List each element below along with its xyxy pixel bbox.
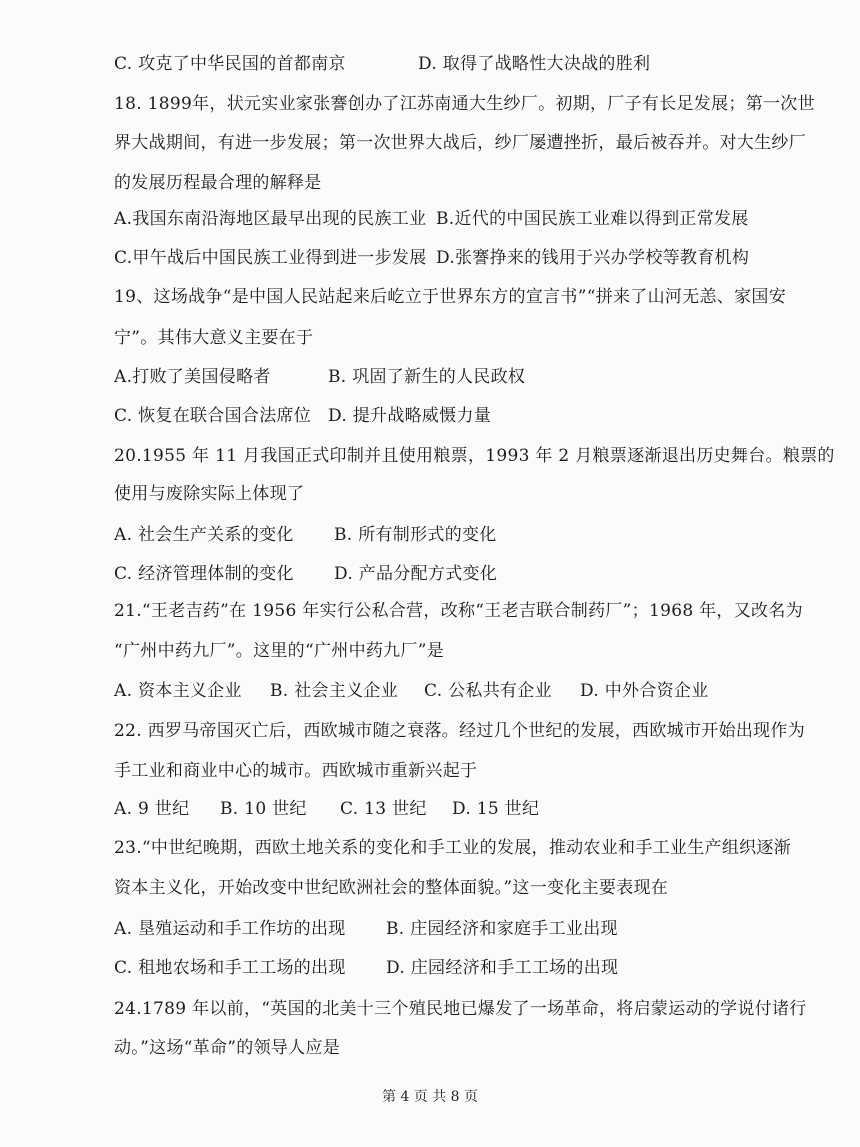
q20-option-d: D. 产品分配方式变化: [334, 564, 498, 584]
q21-option-c: C. 公私共有企业: [424, 681, 552, 701]
q18-option-a: A.我国东南沿海地区最早出现的民族工业: [114, 209, 427, 229]
q17-option-c: C. 攻克了中华民国的首都南京: [114, 54, 346, 74]
q19-option-b: B. 巩固了新生的人民政权: [328, 367, 526, 387]
q18-stem-line-2: 界大战期间，有进一步发展；第一次世界大战后，纱厂屡遭挫折，最后被吞并。对大生纱厂: [114, 133, 806, 153]
q19-option-c: C. 恢复在联合国合法席位: [114, 406, 312, 426]
q24-stem-line-2: 动。”这场“革命”的领导人应是: [114, 1038, 341, 1058]
q20-option-b: B. 所有制形式的变化: [334, 525, 497, 545]
q18-option-b: B.近代的中国民族工业难以得到正常发展: [436, 209, 749, 229]
q20-option-a: A. 社会生产关系的变化: [114, 525, 294, 545]
q20-stem-line-2: 使用与废除实际上体现了: [114, 484, 305, 504]
q20-option-c: C. 经济管理体制的变化: [114, 564, 294, 584]
q21-stem-line-1: 21.“王老吉药”在 1956 年实行公私合营，改称“王老吉联合制药厂”；1968 年，又改名为: [114, 601, 803, 621]
q23-stem-line-2: 资本主义化，开始改变中世纪欧洲社会的整体面貌。”这一变化主要表现在: [114, 878, 669, 898]
q21-option-a: A. 资本主义企业: [114, 681, 242, 701]
q21-option-d: D. 中外合资企业: [580, 681, 709, 701]
q22-option-c: C. 13 世纪: [340, 799, 427, 819]
q19-stem-line-1: 19、这场战争“是中国人民站起来后屹立于世界东方的宣言书”“拼来了山河无恙、家国安: [114, 287, 787, 307]
q22-stem-line-1: 22. 西罗马帝国灭亡后，西欧城市随之衰落。经过几个世纪的发展，西欧城市开始出现作为: [114, 721, 806, 741]
q19-option-a: A.打败了美国侵略者: [114, 367, 271, 387]
q21-option-b: B. 社会主义企业: [270, 681, 398, 701]
q20-stem-line-1: 20.1955 年 11 月我国正式印制并且使用粮票，1993 年 2 月粮票逐渐退出历史舞台。粮票的: [114, 446, 835, 466]
q23-stem-line-1: 23.“中世纪晚期，西欧土地关系的变化和手工业的发展，推动农业和手工业生产组织逐渐: [114, 838, 792, 858]
q21-stem-line-2: “广州中药九厂”。这里的“广州中药九厂”是: [114, 641, 445, 661]
q23-option-c: C. 租地农场和手工工场的出现: [114, 958, 346, 978]
q23-option-a: A. 垦殖运动和手工作坊的出现: [114, 919, 346, 939]
q18-option-c: C.甲午战后中国民族工业得到进一步发展: [114, 248, 427, 268]
q19-option-d: D. 提升战略威慑力量: [328, 406, 492, 426]
q23-option-b: B. 庄园经济和家庭手工业出现: [386, 919, 618, 939]
q23-option-d: D. 庄园经济和手工工场的出现: [386, 958, 619, 978]
q18-stem-line-1: 18. 1899年，状元实业家张謇创办了江苏南通大生纱厂。初期，厂子有长足发展；第一次世: [114, 94, 815, 114]
q22-stem-line-2: 手工业和商业中心的城市。西欧城市重新兴起于: [114, 761, 478, 781]
q22-option-a: A. 9 世纪: [114, 799, 190, 819]
q24-stem-line-1: 24.1789 年以前，“英国的北美十三个殖民地已爆发了一场革命，将启蒙运动的学说付诸行: [114, 999, 807, 1019]
q19-stem-line-2: 宁”。其伟大意义主要在于: [114, 328, 314, 348]
q18-stem-line-3: 的发展历程最合理的解释是: [114, 173, 322, 193]
q18-option-d: D.张謇挣来的钱用于兴办学校等教育机构: [436, 248, 750, 268]
q17-option-d: D. 取得了战略性大决战的胜利: [418, 54, 651, 74]
q22-option-d: D. 15 世纪: [452, 799, 540, 819]
page-number: 第 4 页 共 8 页: [381, 1089, 479, 1105]
q22-option-b: B. 10 世纪: [220, 799, 307, 819]
